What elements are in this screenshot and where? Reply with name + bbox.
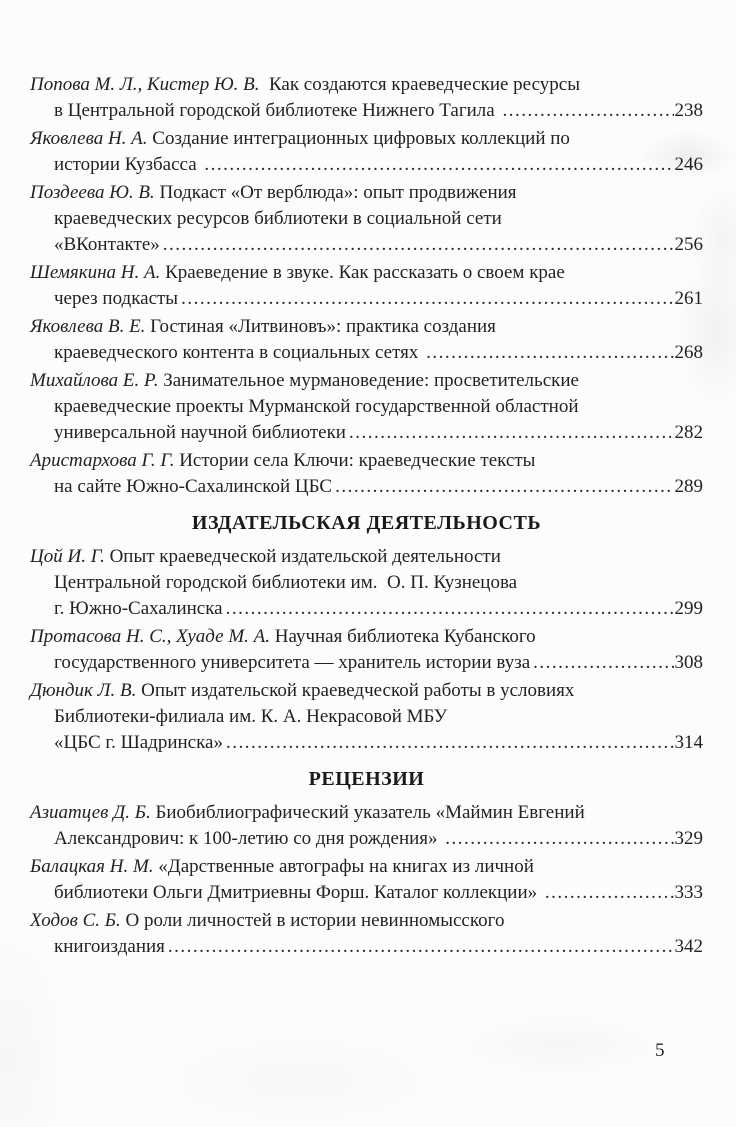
toc-entry: [30, 368, 703, 446]
dot-leader: [349, 420, 674, 446]
entry-page-number: 282: [674, 422, 703, 443]
entry-title-start: Как создаются краеведческие ресурсы: [259, 74, 580, 95]
dot-leader: [181, 286, 673, 312]
entry-line-text: государственного университета — хранитель истории вуза: [54, 652, 531, 673]
entry-title-start: Занимательное мурмановедение: просветительские: [158, 370, 579, 391]
dot-leader: [226, 596, 674, 622]
entry-line-text: «ВКонтакте»: [54, 234, 160, 255]
entry-line-text: г. Южно-Сахалинска: [54, 598, 223, 619]
entry-line: [54, 704, 703, 730]
entry-line: [54, 474, 703, 500]
entry-first-line: [30, 624, 703, 650]
entry-page-number: 246: [674, 154, 703, 175]
entry-line: [54, 934, 703, 960]
entry-page-number: 256: [674, 234, 703, 255]
entry-line: [54, 152, 703, 178]
entry-line: [54, 826, 703, 852]
entry-first-line: [30, 72, 703, 98]
dot-leader: [545, 880, 674, 906]
toc-entry: [30, 72, 703, 124]
entry-line-text: «ЦБС г. Шадринска»: [54, 732, 223, 753]
dot-leader: [226, 730, 674, 756]
dot-leader: [168, 934, 674, 960]
entry-page-number: 314: [674, 732, 703, 753]
entry-line-text: краеведческих ресурсов библиотеки в социальной сети: [54, 208, 502, 229]
entry-first-line: [30, 180, 703, 206]
page-number: 5: [655, 1040, 665, 1061]
entry-title-start: Опыт издательской краеведческой работы в условиях: [136, 680, 575, 701]
entry-title-start: Краеведение в звуке. Как рассказать о своем крае: [160, 262, 565, 283]
entry-line-text: истории Кузбасса: [54, 154, 202, 175]
dot-leader: [335, 474, 673, 500]
entry-page-number: 333: [674, 882, 703, 903]
toc-entry: [30, 260, 703, 312]
entry-author: Аристархова Г. Г.: [30, 450, 175, 471]
entry-line-text: книгоиздания: [54, 936, 165, 957]
toc-entry: [30, 126, 703, 178]
entry-first-line: [30, 126, 703, 152]
entry-line: [54, 394, 703, 420]
entry-title-start: Создание интеграционных цифровых коллекций по: [147, 128, 570, 149]
entry-page-number: 261: [674, 288, 703, 309]
entry-first-line: [30, 260, 703, 286]
entry-line: [54, 650, 703, 676]
entry-title-start: Подкаст «От верблюда»: опыт продвижения: [154, 182, 517, 203]
entry-page-number: 268: [674, 342, 703, 363]
toc-entry: [30, 624, 703, 676]
entry-line-text: Центральной городской библиотеки им. О. П. Кузнецова: [54, 572, 518, 593]
entry-first-line: [30, 678, 703, 704]
entry-line-text: библиотеки Ольги Дмитриевны Форш. Каталог коллекции»: [54, 882, 542, 903]
entry-author: Протасова Н. С., Хуаде М. А.: [30, 626, 271, 647]
entry-author: Яковлева Н. А.: [30, 128, 148, 149]
entry-author: Поздеева Ю. В.: [30, 182, 155, 203]
entry-title-start: О роли личностей в истории невинномысского: [120, 910, 505, 931]
entry-line: [54, 880, 703, 906]
entry-title-start: Опыт краеведческой издательской деятельности: [104, 546, 501, 567]
entry-title-start: Научная библиотека Кубанского: [270, 626, 536, 647]
dot-leader: [204, 152, 673, 178]
entry-author: Михайлова Е. Р.: [30, 370, 159, 391]
entry-page-number: 289: [674, 476, 703, 497]
entry-author: Цой И. Г.: [30, 546, 105, 567]
entry-line-text: в Центральной городской библиотеке Нижнего Тагила: [54, 100, 500, 121]
entry-page-number: 238: [674, 100, 703, 121]
entry-page-number: 329: [674, 828, 703, 849]
dot-leader: [163, 232, 674, 258]
entry-first-line: [30, 854, 703, 880]
entry-author: Дюндик Л. В.: [30, 680, 137, 701]
entry-author: Яковлева В. Е.: [30, 316, 146, 337]
entry-first-line: [30, 368, 703, 394]
entry-line: [54, 730, 703, 756]
entry-title-start: Истории села Ключи: краеведческие тексты: [174, 450, 536, 471]
entry-line: [54, 286, 703, 312]
dot-leader: [445, 826, 673, 852]
entry-line-text: краеведческие проекты Мурманской государственной областной: [54, 396, 579, 417]
entry-first-line: [30, 448, 703, 474]
entry-author: Балацкая Н. М.: [30, 856, 154, 877]
entry-first-line: [30, 908, 703, 934]
entry-line: [54, 340, 703, 366]
entry-author: Шемякина Н. А.: [30, 262, 161, 283]
entry-first-line: [30, 544, 703, 570]
entry-line: [54, 98, 703, 124]
entry-title-start: «Дарственные автографы на книгах из личной: [153, 856, 534, 877]
entry-author: Попова М. Л., Кистер Ю. В.: [30, 74, 260, 95]
section-heading: ИЗДАТЕЛЬСКАЯ ДЕЯТЕЛЬНОСТЬ: [191, 512, 542, 534]
entry-author: Азиатцев Д. Б.: [30, 802, 151, 823]
entry-line: [54, 596, 703, 622]
entry-page-number: 299: [674, 598, 703, 619]
toc-entry: [30, 908, 703, 960]
entry-first-line: [30, 314, 703, 340]
entry-first-line: [30, 800, 703, 826]
entry-line-text: через подкасты: [54, 288, 179, 309]
dot-leader: [533, 650, 673, 676]
toc-entry: [30, 180, 703, 258]
entry-page-number: 308: [674, 652, 703, 673]
entry-line-text: универсальной научной библиотеки: [54, 422, 346, 443]
toc-entry: [30, 314, 703, 366]
entry-author: Ходов С. Б.: [30, 910, 121, 931]
toc-entry: [30, 544, 703, 622]
entry-line: [54, 570, 703, 596]
entry-line-text: Александрович: к 100-летию со дня рождения»: [54, 828, 443, 849]
entry-title-start: Гостиная «Литвиновъ»: практика создания: [145, 316, 496, 337]
entry-page-number: 342: [674, 936, 703, 957]
entry-line-text: краеведческого контента в социальных сетях: [54, 342, 424, 363]
toc-entry: [30, 678, 703, 756]
entry-line: [54, 232, 703, 258]
entry-title-start: Биобиблиографический указатель «Маймин Евгений: [150, 802, 585, 823]
dot-leader: [426, 340, 673, 366]
toc-entry: [30, 800, 703, 852]
dot-leader: [502, 98, 673, 124]
toc-entry: [30, 448, 703, 500]
section-heading: РЕЦЕНЗИИ: [308, 768, 425, 790]
entry-line-text: на сайте Южно-Сахалинской ЦБС: [54, 476, 333, 497]
toc-entry: [30, 854, 703, 906]
entry-line-text: Библиотеки-филиала им. К. А. Некрасовой МБУ: [54, 706, 448, 727]
entry-line: [54, 420, 703, 446]
entry-line: [54, 206, 703, 232]
